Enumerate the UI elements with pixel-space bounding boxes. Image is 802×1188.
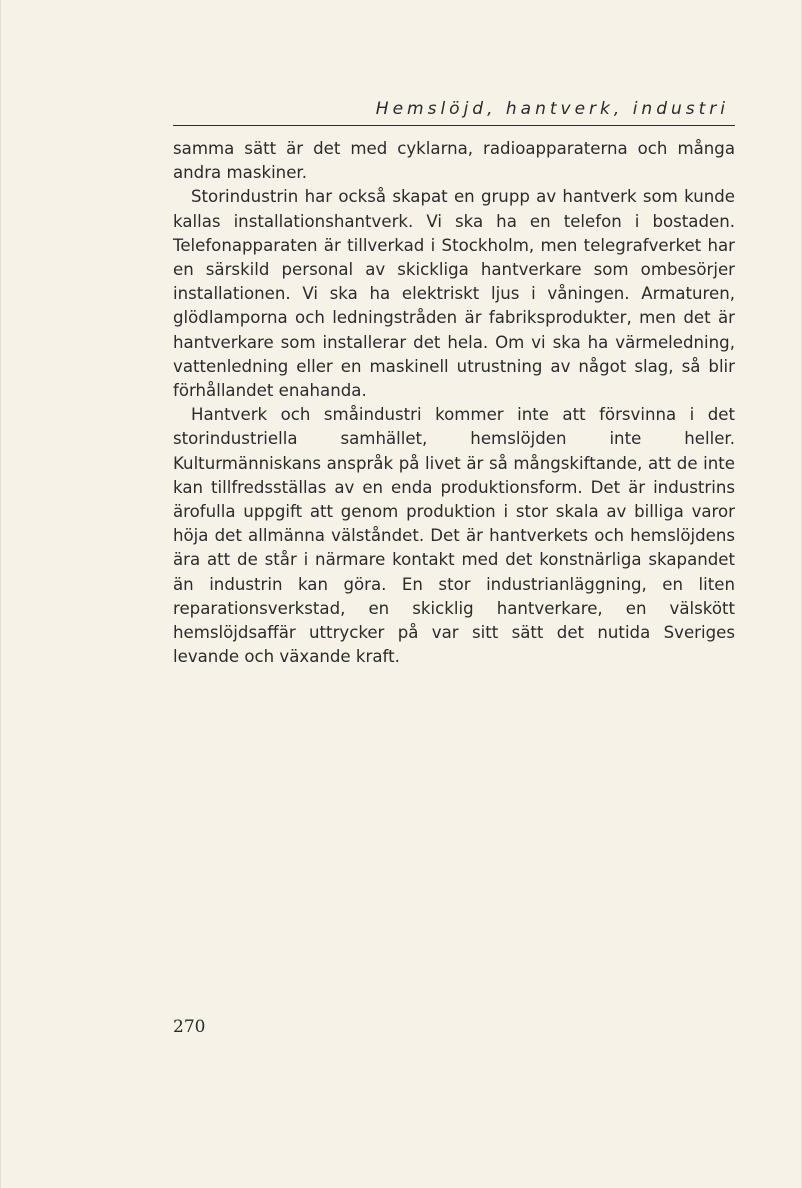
header-rule [173, 125, 735, 126]
running-head: Hemslöjd, hantverk, industri [375, 99, 729, 119]
paragraph-continuation: samma sätt är det med cyklarna, radioapparaterna och många andra maskiner. [173, 139, 735, 183]
page-number: 270 [173, 1017, 206, 1037]
paragraph-installation-crafts: Storindustrin har också skapat en grupp av hantverk som kunde kallas installationshantverk. Vi ska ha en telefon i bostaden. Telefonapparaten är tillverkad i Stockholm, men telegrafverket har en särskild personal av skickliga hantverkare som ombesörjer installationen. Vi ska ha elektriskt ljus i våningen. Armaturen, glödlamporna och ledningstråden är fabriksprodukter, men det är hantverkare som installerar det hela. Om vi ska ha värmeledning, vattenledning eller en maskinell utrustning av något slag, så blir förhållandet enahanda. [173, 187, 735, 401]
body-text [173, 137, 735, 669]
paragraph-crafts-and-industry: Hantverk och småindustri kommer inte att försvinna i det storindustriella samhället, hemslöjden inte heller. Kulturmänniskans anspråk på livet är så mångskiftande, att de inte kan tillfredsställas av en enda produktionsform. Det är industrins ärofulla uppgift att genom produktion i stor skala av billiga varor höja det allmänna välståndet. Det är hantverkets och hemslöjdens ära att de står i närmare kontakt med det konstnärliga skapandet än industrin kan göra. En stor industrianläggning, en liten reparationsverkstad, en skicklig hantverkare, en välskött hemslöjdsaffär uttrycker på var sitt sätt det nutida Sveriges levande och växande kraft. [173, 405, 735, 667]
